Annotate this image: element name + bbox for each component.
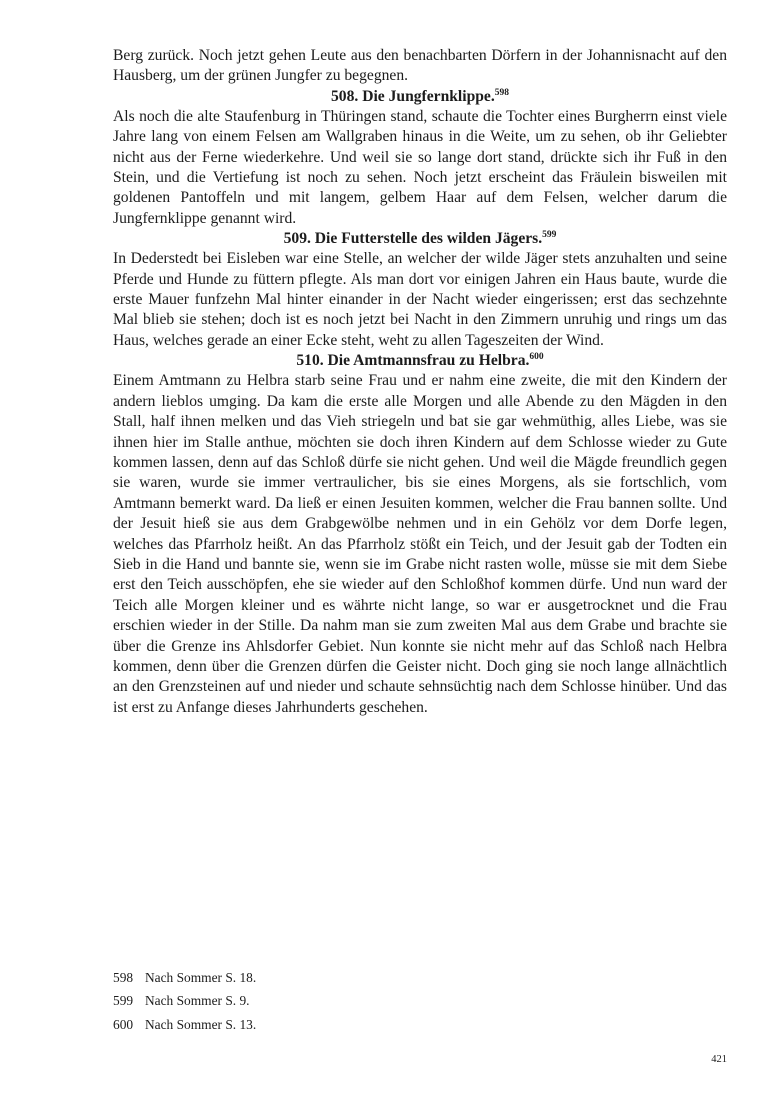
footnotes <box>113 966 727 1036</box>
footnote-text: Nach Sommer S. 9. <box>145 993 250 1009</box>
footnote-598 <box>113 966 727 989</box>
section-510-title-text: 510. Die Amtmannsfrau zu Helbra. <box>296 352 530 370</box>
footnote-number: 598 <box>113 970 134 985</box>
section-508-title <box>113 87 727 107</box>
footnote-text: Nach Sommer S. 13. <box>145 1016 257 1032</box>
section-510-title <box>113 351 727 371</box>
footnote-ref-598: 598 <box>494 87 509 98</box>
footnote-599 <box>113 989 727 1012</box>
footnote-ref-600: 600 <box>529 352 544 363</box>
section-508-title-text: 508. Die Jungfernklippe. <box>331 87 495 105</box>
footnote-ref-599: 599 <box>542 230 557 241</box>
section-509-title-text: 509. Die Futterstelle des wilden Jägers. <box>283 230 543 248</box>
section-509-text: In Dederstedt bei Eisleben war eine Stelle, an welcher der wilde Jäger stets anzuhalten und seine Pferde und Hunde zu füttern pflegte. Als man dort vor einigen Jahren ein Haus baute, wurde die erste Mauer funfzehn Mal hinter einander in der Nacht wieder eingerissen; erst das sechzehnte Mal blieb sie stehen; doch ist es noch jetzt bei Nacht in den Zimmern unruhig und rings um das Haus, welches gerade an einer Ecke steht, weht zu allen Tageszeiten der Wind. <box>113 250 727 349</box>
intro-paragraph: Berg zurück. Noch jetzt gehen Leute aus den benachbarten Dörfern in der Johannisnacht auf den Hausberg, um der grünen Jungfer zu begegnen. <box>113 47 727 85</box>
page-number: 421 <box>711 1054 727 1065</box>
section-509-title <box>113 229 727 249</box>
page-content <box>113 46 727 718</box>
footnote-number: 600 <box>113 1016 134 1032</box>
footnote-600 <box>113 1013 727 1036</box>
section-510-text: Einem Amtmann zu Helbra starb seine Frau und er nahm eine zweite, die mit den Kindern der andern lieblos umging. Da kam die erste alle Morgen und alle Abende zu den Mägden in den Stall, half ihnen melken und das Vieh striegeln und bat sie gar wehmüthig, alles Liebe, was sie ihnen hier im Stalle anthue, möchten sie doch ihren Kindern auf dem Schlosse wieder zu Gute kommen lassen, denn auf das Schloß dürfe sie nicht gehen. Und weil die Mägde freundlich gegen sie waren, wurde sie immer vertraulicher, bis sie eines Morgens, als sie fortschlich, vom Amtmann bemerkt ward. Da ließ er einen Jesuiten kommen, welcher die Frau bannen sollte. Und der Jesuit hieß sie aus dem Grabgewölbe nehmen und in ein Gehölz vor dem Dorfe legen, welches das Pfarrholz heißt. An das Pfarrholz stößt ein Teich, und der Jesuit gab der Todten ein Sieb in die Hand und bannte sie, wenn sie im Grabe nicht rasten wolle, müsse sie mit dem Siebe erst den Teich ausschöpfen, ehe sie wieder auf den Schloßhof kommen dürfe. Und nun ward der Teich alle Morgen kleiner und es währte nicht lange, so war er ausgetrocknet und die Frau erschien wieder in der Stille. Da nahm man sie zum zweiten Mal aus dem Grabe und brachte sie über die Grenze ins Ahlsdorfer Gebiet. Nun konnte sie nicht mehr auf das Schloß nach Helbra kommen, denn über die Grenzen dürfen die Geister nicht. Doch ging sie noch lange allnächtlich an den Grenzsteinen auf und nieder und schaute sehnsüchtig nach dem Schlosse hinüber. Und das ist erst zu Anfange dieses Jahrhunderts geschehen. <box>113 372 727 716</box>
footnote-text: Nach Sommer S. 18. <box>145 970 257 985</box>
footnote-number: 599 <box>113 993 134 1009</box>
section-508-text: Als noch die alte Staufenburg in Thüringen stand, schaute die Tochter eines Burgherrn einst viele Jahre lang von einem Felsen am Wallgraben hinaus in die Weite, um zu sehen, ob ihr Geliebter nicht aus der Ferne wiederkehre. Und weil sie so lange dort stand, drückte sich ihr Fuß in den Stein, und die Vertiefung ist noch zu sehen. Noch jetzt erscheint das Fräulein bisweilen mit goldenen Pantoffeln und mit langem, gelbem Haar auf dem Felsen, welcher darum die Jungfernklippe genannt wird. <box>113 107 727 227</box>
